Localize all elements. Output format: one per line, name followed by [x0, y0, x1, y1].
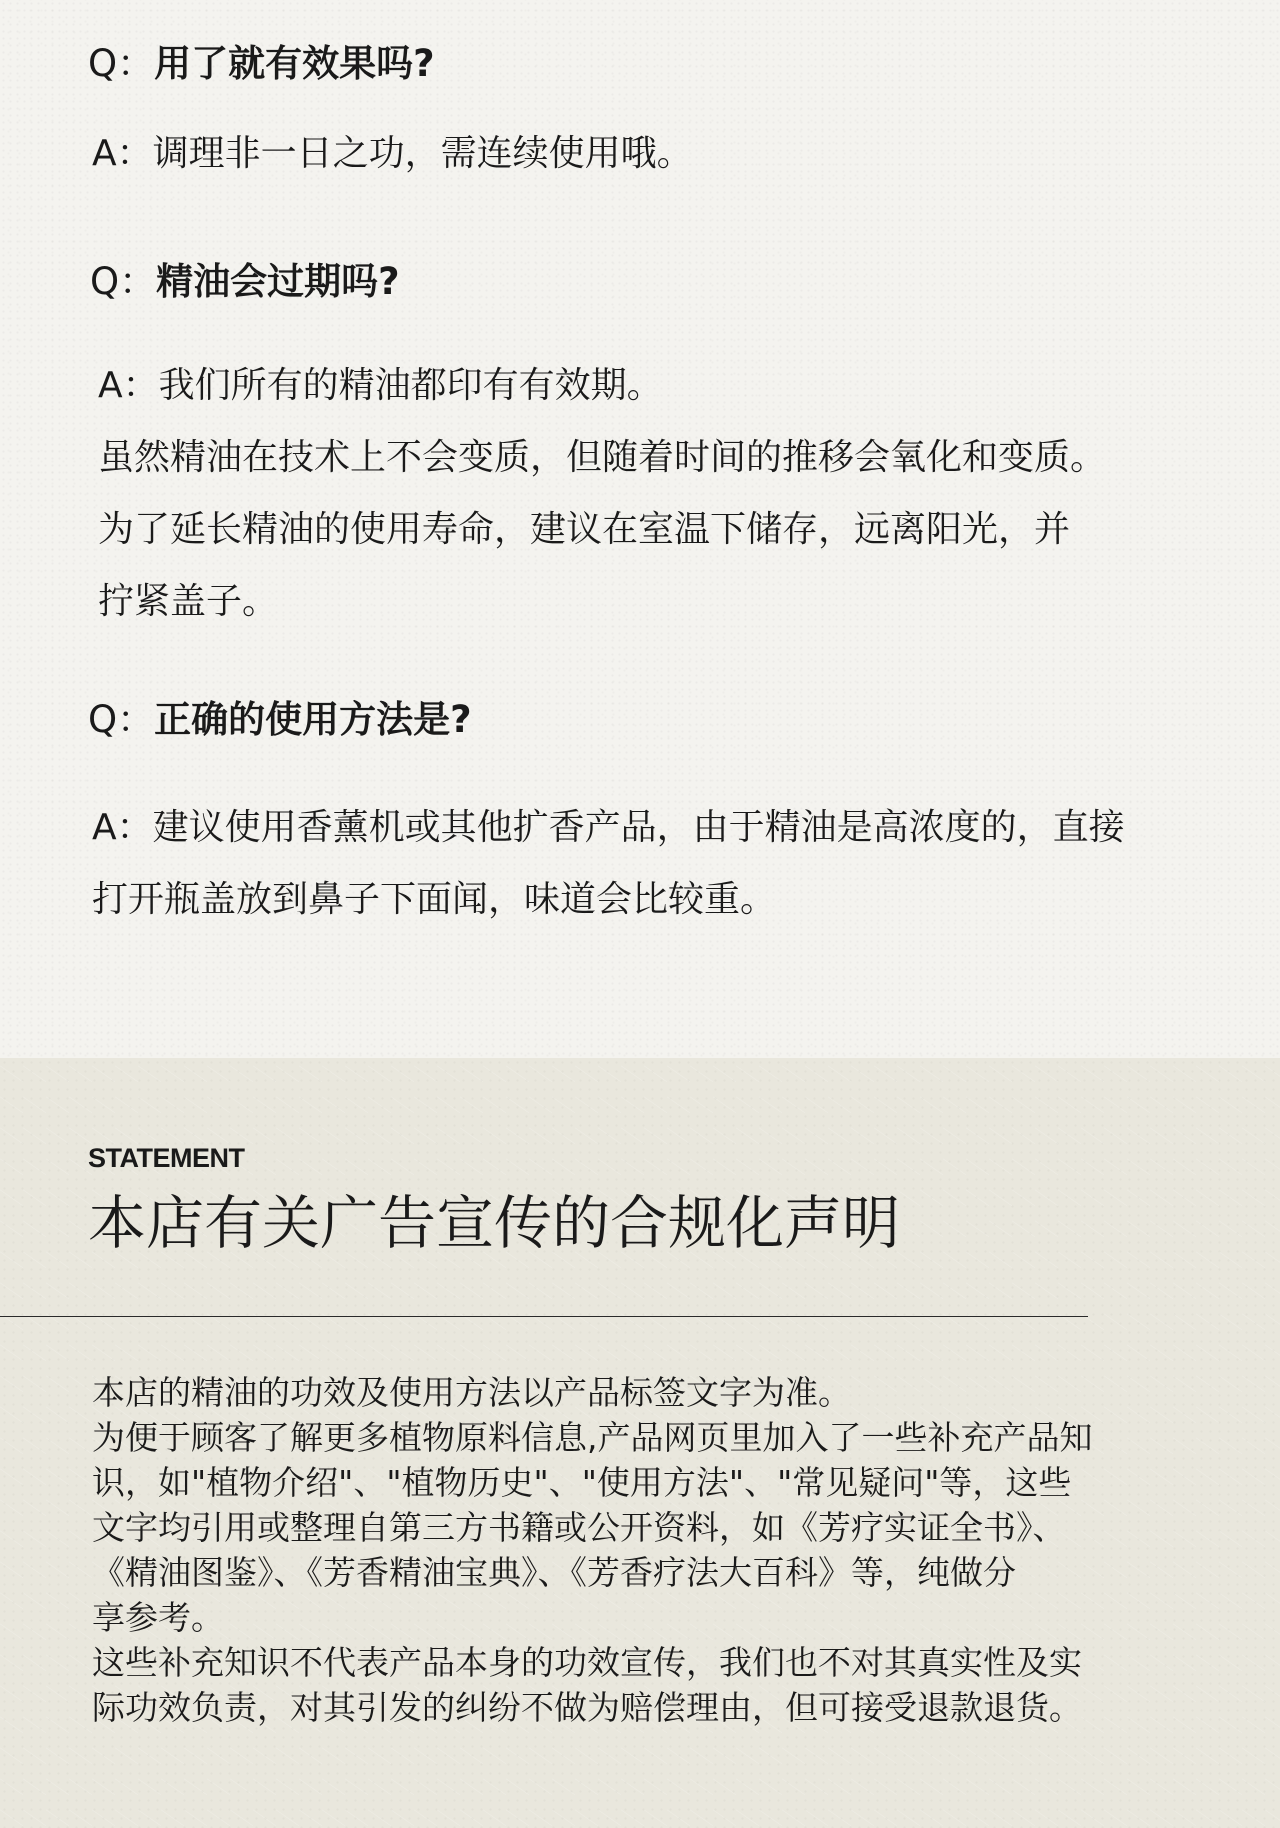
faq-question-2 — [90, 258, 400, 306]
statement-line: 识，如"植物介绍"、"植物历史"、"使用方法"、"常见疑问"等，这些 — [92, 1463, 1072, 1502]
statement-line: 际功效负责，对其引发的纠纷不做为赔偿理由，但可接受退款退货。 — [92, 1688, 1082, 1727]
answer-line: 为了延长精油的使用寿命，建议在室温下储存，远离阳光，并 — [98, 509, 1071, 550]
statement-line: 为便于顾客了解更多植物原料信息,产品网页里加入了一些补充产品知 — [92, 1418, 1093, 1457]
answer-line: 虽然精油在技术上不会变质，但随着时间的推移会氧化和变质。 — [98, 437, 1107, 478]
question-text: 用了就有效果吗? — [154, 42, 435, 85]
answer-line: A：建议使用香薰机或其他扩香产品，由于精油是高浓度的，直接 — [92, 807, 1125, 848]
answer-line: 拧紧盖子。 — [98, 581, 279, 622]
statement-line: 享参考。 — [92, 1598, 224, 1637]
answer-line: A：调理非一日之功，需连续使用哦。 — [92, 133, 693, 174]
statement-title: 本店有关广告宣传的合规化声明 — [88, 1189, 901, 1257]
question-text: 正确的使用方法是? — [154, 698, 472, 741]
statement-body — [92, 1370, 1212, 1730]
statement-line: 《精油图鉴》、《芳香精油宝典》、《芳香疗法大百科》等，纯做分 — [92, 1553, 1016, 1592]
question-prefix: Q： — [88, 42, 155, 85]
statement-line: 这些补充知识不代表产品本身的功效宣传，我们也不对其真实性及实 — [92, 1643, 1082, 1682]
statement-line: 文字均引用或整理自第三方书籍或公开资料，如《芳疗实证全书》、 — [92, 1508, 1066, 1547]
statement-label: STATEMENT — [88, 1143, 245, 1173]
statement-divider — [0, 1316, 1088, 1317]
answer-line: A：我们所有的精油都印有有效期。 — [98, 365, 663, 406]
question-text: 精油会过期吗? — [156, 260, 400, 303]
question-prefix: Q： — [88, 698, 155, 741]
question-prefix: Q： — [90, 260, 157, 303]
faq-answer-2 — [98, 350, 1248, 638]
faq-question-1 — [88, 40, 435, 88]
faq-answer-1 — [92, 118, 1242, 190]
answer-line: 打开瓶盖放到鼻子下面闻，味道会比较重。 — [92, 879, 777, 920]
statement-line: 本店的精油的功效及使用方法以产品标签文字为准。 — [92, 1373, 851, 1412]
faq-answer-3 — [92, 792, 1242, 936]
faq-question-3 — [88, 696, 472, 744]
